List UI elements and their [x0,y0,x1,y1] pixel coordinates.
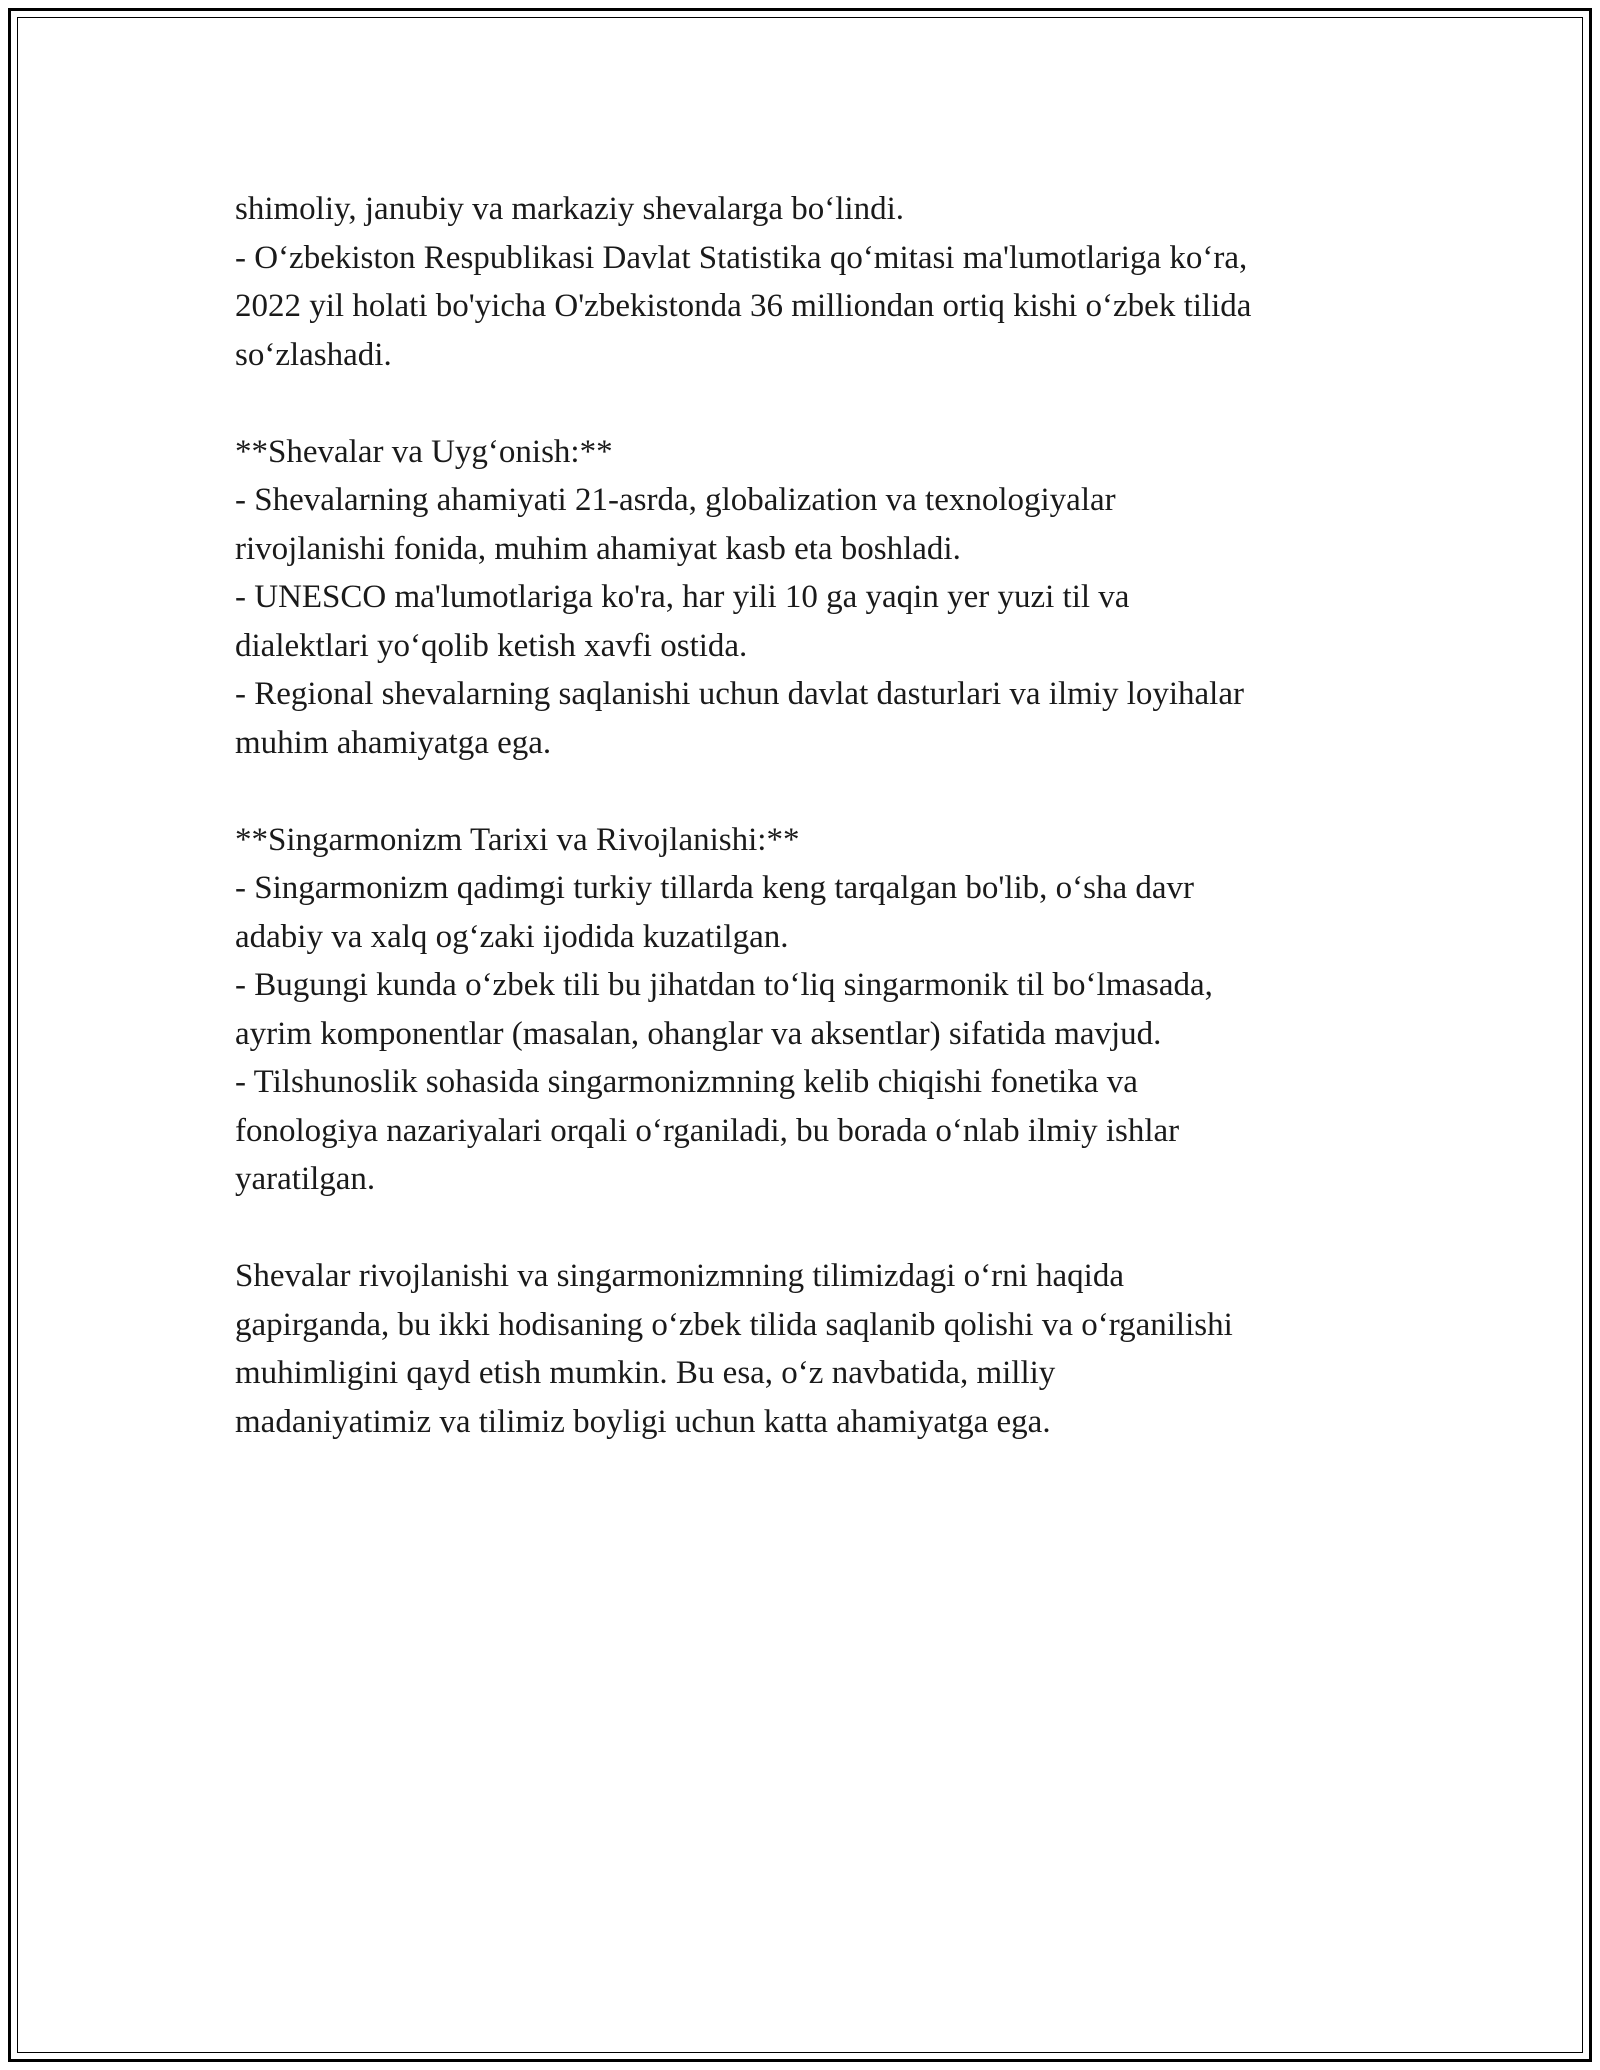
paragraph-spacer [235,767,1395,816]
shevalar-heading: **Shevalar va Uyg‘onish:** [235,433,613,470]
intro-line: - O‘zbekiston Respublikasi Davlat Statistika qo‘mitasi ma'lumotlariga ko‘ra, [235,239,1248,276]
singarmonizm-line: - Bugungi kunda o‘zbek tili bu jihatdan to‘liq singarmonik til bo‘lmasada, [235,967,1213,1003]
singarmonizm-line: fonologiya nazariyalari orqali o‘rganiladi, bu borada o‘nlab ilmiy ishlar [235,1112,1180,1149]
singarmonizm-line: - Tilshunoslik sohasida singarmonizmning kelib chiqishi fonetika va [235,1064,1138,1100]
shevalar-line: - Shevalarning ahamiyati 21-asrda, globalization va texnologiyalar [235,482,1116,518]
intro-line: so‘zlashadi. [235,336,392,373]
shevalar-line: muhim ahamiyatga ega. [235,724,552,761]
intro-paragraph [235,185,1395,379]
shevalar-line: - Regional shevalarning saqlanishi uchun davlat dasturlari va ilmiy loyihalar [235,676,1244,712]
singarmonizm-heading: **Singarmonizm Tarixi va Rivojlanishi:** [235,821,800,858]
conclusion-line: madaniyatimiz va tilimiz boyligi uchun katta ahamiyatga ega. [235,1403,1051,1440]
paragraph-spacer [235,1204,1395,1253]
shevalar-line: - UNESCO ma'lumotlariga ko'ra, har yili 10 ga yaqin yer yuzi til va [235,579,1130,615]
intro-line: 2022 yil holati bo'yicha O'zbekistonda 36 milliondan ortiq kishi o‘zbek tilida [235,288,1252,324]
shevalar-section [235,428,1395,768]
conclusion-paragraph [235,1252,1395,1446]
shevalar-line: dialektlari yo‘qolib ketish xavfi ostida. [235,627,748,664]
singarmonizm-line: ayrim komponentlar (masalan, ohanglar va aksentlar) sifatida mavjud. [235,1015,1162,1052]
paragraph-spacer [235,379,1395,428]
conclusion-line: muhimligini qayd etish mumkin. Bu esa, o‘z navbatida, milliy [235,1355,1056,1391]
singarmonizm-section [235,816,1395,1204]
singarmonizm-line: adabiy va xalq og‘zaki ijodida kuzatilgan. [235,918,789,955]
shevalar-line: rivojlanishi fonida, muhim ahamiyat kasb eta boshladi. [235,530,961,567]
conclusion-line: gapirganda, bu ikki hodisaning o‘zbek tilida saqlanib qolishi va o‘rganilishi [235,1306,1233,1343]
conclusion-line: Shevalar rivojlanishi va singarmonizmning tilimizdagi o‘rni haqida [235,1258,1124,1294]
document-body [235,185,1395,1446]
intro-line: shimoliy, janubiy va markaziy shevalarga bo‘lindi. [235,191,905,227]
singarmonizm-line: - Singarmonizm qadimgi turkiy tillarda keng tarqalgan bo'lib, o‘sha davr [235,870,1195,906]
singarmonizm-line: yaratilgan. [235,1161,376,1197]
